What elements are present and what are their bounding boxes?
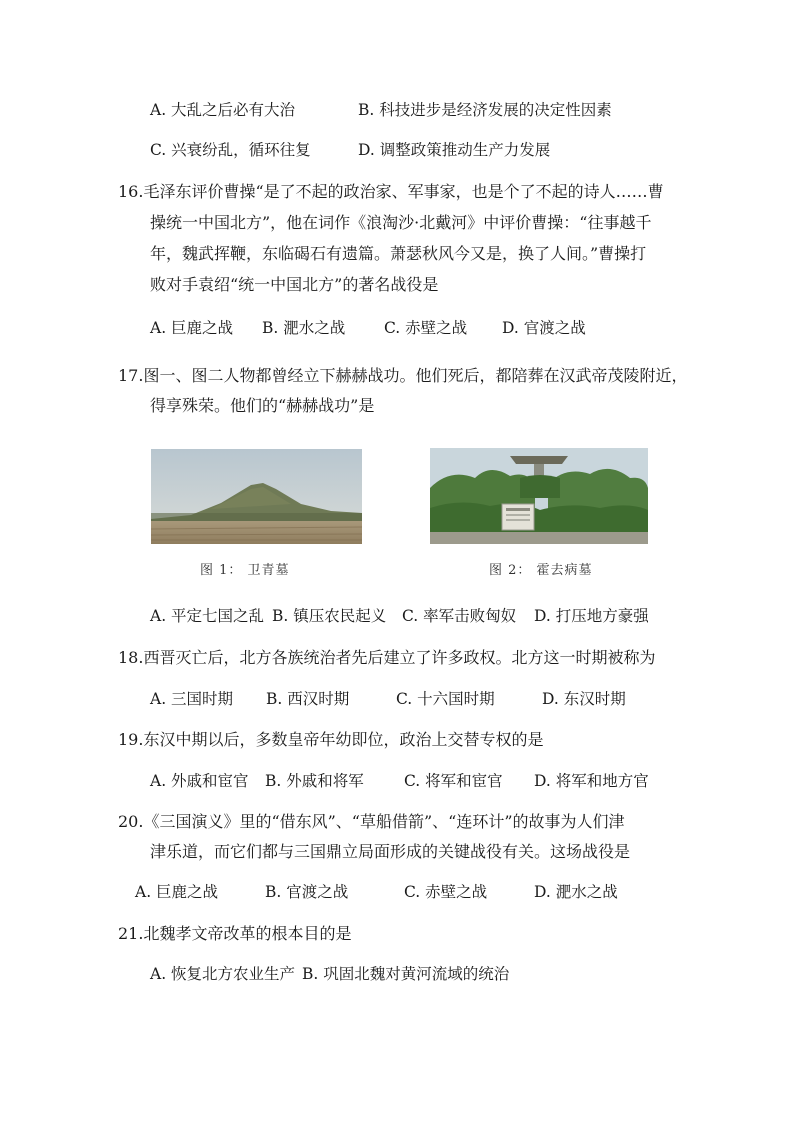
q21-stem-line-1: 21.北魏孝文帝改革的根本目的是 (118, 924, 352, 943)
q19-stem-line-1: 19.东汉中期以后，多数皇帝年幼即位，政治上交替专权的是 (118, 730, 544, 749)
q17-option-d: D. 打压地方豪强 (534, 607, 649, 625)
q21-option-a: A. 恢复北方农业生产 (150, 965, 296, 983)
huo-qubing-tomb-photo (430, 448, 648, 544)
q16-stem-line-2: 操统一中国北方”，他在词作《浪淘沙·北戴河》中评价曹操：“往事越千 (150, 213, 652, 232)
q20-stem-line-1: 20.《三国演义》里的“借东风”、“草船借箭”、“连环计”的故事为人们津 (118, 812, 625, 831)
q20-option-a: A. 巨鹿之战 (135, 883, 219, 901)
q16-stem-line-1: 16.毛泽东评价曹操“是了不起的政治家、军事家，也是个了不起的诗人……曹 (118, 182, 664, 201)
figure-1-caption: 图 1： 卫青墓 (200, 563, 290, 578)
q16-stem-line-3: 年，魏武挥鞭，东临碣石有遗篇。萧瑟秋风今又是，换了人间。”曹操打 (150, 244, 647, 263)
q15-option-d: D. 调整政策推动生产力发展 (358, 141, 551, 159)
q20-option-b: B. 官渡之战 (265, 883, 349, 901)
q19-option-c: C. 将军和宦官 (404, 772, 503, 790)
q15-option-a: A. 大乱之后必有大治 (150, 101, 296, 119)
q16-option-c: C. 赤壁之战 (384, 319, 468, 337)
q20-option-d: D. 淝水之战 (534, 883, 618, 901)
q17-option-c: C. 率军击败匈奴 (402, 607, 517, 625)
q19-option-d: D. 将军和地方官 (534, 772, 649, 790)
q18-option-d: D. 东汉时期 (542, 690, 626, 708)
q18-option-b: B. 西汉时期 (266, 690, 350, 708)
q19-option-b: B. 外戚和将军 (265, 772, 364, 790)
q16-option-b: B. 淝水之战 (262, 319, 346, 337)
q17-option-a: A. 平定七国之乱 (150, 607, 265, 625)
q19-option-a: A. 外戚和宦官 (150, 772, 249, 790)
q17-option-b: B. 镇压农民起义 (272, 607, 387, 625)
q18-stem-line-1: 18.西晋灭亡后，北方各族统治者先后建立了许多政权。北方这一时期被称为 (118, 648, 656, 667)
q20-stem-line-2: 津乐道，而它们都与三国鼎立局面形成的关键战役有关。这场战役是 (150, 842, 631, 861)
q20-option-c: C. 赤壁之战 (404, 883, 488, 901)
q16-option-a: A. 巨鹿之战 (150, 319, 234, 337)
q18-option-a: A. 三国时期 (150, 690, 234, 708)
q16-stem-line-4: 败对手袁绍“统一中国北方”的著名战役是 (150, 275, 439, 294)
q21-option-b: B. 巩固北魏对黄河流域的统治 (302, 965, 510, 983)
q17-stem-line-2: 得享殊荣。他们的“赫赫战功”是 (150, 396, 375, 415)
q16-option-d: D. 官渡之战 (502, 319, 586, 337)
figure-2-caption: 图 2： 霍去病墓 (489, 563, 593, 578)
q15-option-b: B. 科技进步是经济发展的决定性因素 (358, 101, 612, 119)
q17-stem-line-1: 17.图一、图二人物都曾经立下赫赫战功。他们死后，都陪葬在汉武帝茂陵附近， (118, 366, 688, 385)
q15-option-c: C. 兴衰纷乱，循环往复 (150, 141, 311, 159)
wei-qing-tomb-photo (151, 449, 362, 544)
q18-option-c: C. 十六国时期 (396, 690, 495, 708)
